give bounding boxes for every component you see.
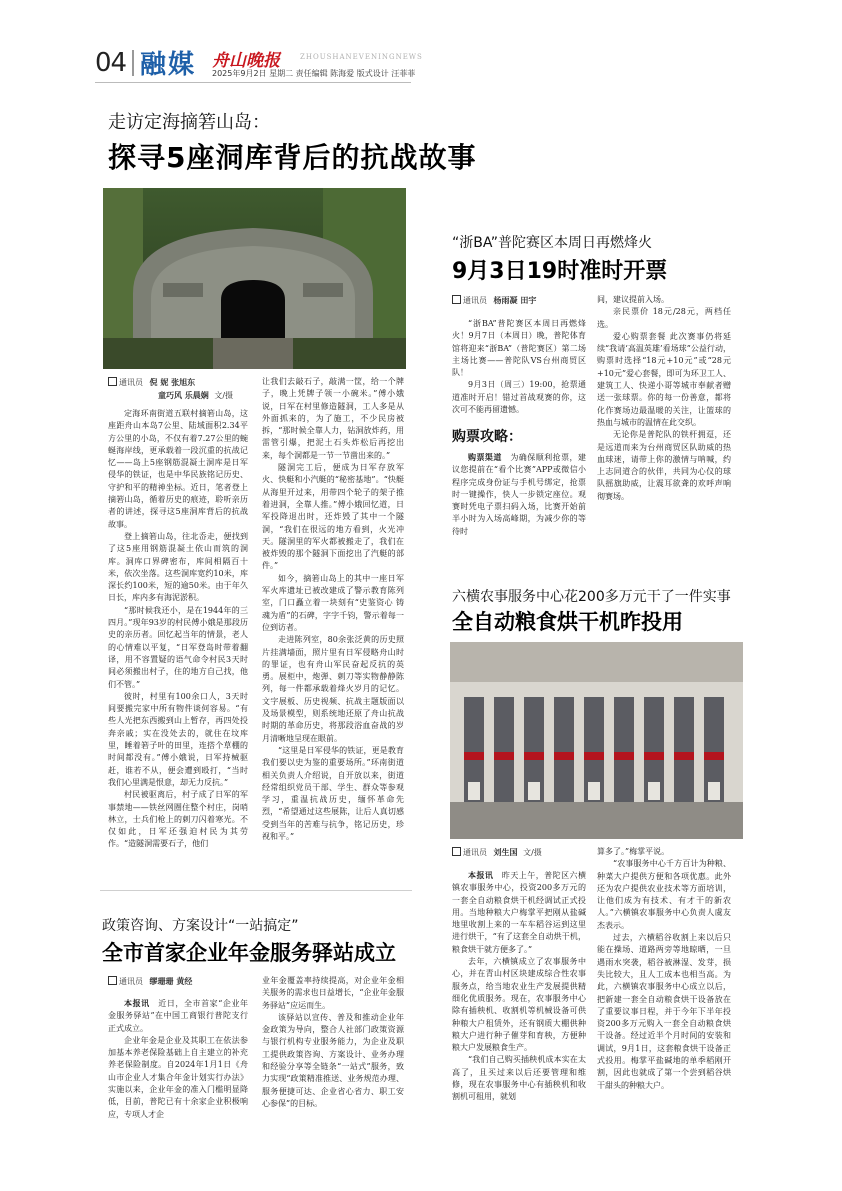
main-byline [108,376,258,402]
grain-dryer-image [450,642,743,839]
square-bullet-icon [452,847,461,856]
paragraph: “那时候我还小，是在1944年的三四月。”现年93岁的村民傅小娥是那段历史的亲历者。回忆起当年的情景，老人的心情难以平复，“日军登岛时带着翻译，用不容置疑的语气命令村民3天时间必须搬出村子，住的地方自己找，他们不管。” [108,605,248,689]
header-rule [95,82,411,83]
paragraph: 为确保顺利抢票，建议您提前在“看个比赛”APP或微信小程序完成身份证与手机号绑定，抢票时一键操作，快人一步锁定座位。观赛时凭电子票扫码入场，比赛开始前半小时为入场高峰期，为减少你的等待时 [452,453,587,536]
grain-byline [452,846,542,859]
paragraph: 村民被驱离后，村子成了日军的军事禁地——铁丝网圈住整个村庄，岗哨林立，士兵们枪上的刺刀闪着寒光。不仅如此，日军还强迫村民为其劳作。“造隧洞需要石子，他们 [108,790,248,849]
ba-kicker: “浙BA”普陀赛区本周日再燃烽火 [452,235,652,251]
paragraph: 隧洞完工后，便成为日军存放军火、快艇和小汽艇的“秘密基地”。“快艇从海里开过来，用带四个轮子的架子推着进洞，全靠人推。”傅小娥回忆道，日军投降退出时，还炸毁了其中一个隧洞，“我们在很远的地方看到，火光冲天。隧洞里的军火都被搬走了，我们在被炸毁的那个隧洞下面挖出了汽艇的部件。” [262,463,404,571]
paragraph: 去年，六横镇成立了农事服务中心，并在青山村区块建成综合性农事服务点，给当地农业生产发展提供精细化优质服务。现在，农事服务中心除有插秧机、收割机等机械设备可供种粮大户租赁外，还有钢质大棚供种粮大户进行种子催芽和育秧，方便种粮大户发展粮食生产。 [452,957,586,1053]
annuity-col-1 [108,998,248,1121]
annuity-col-2 [262,975,404,1110]
paragraph: “浙BA”普陀赛区本周日再燃烽火！9月7日（本周日）晚，普陀体育馆将迎来“浙BA”（普陀赛区）第二场主场比赛——普陀队VS台州商贸区队！ [452,319,586,378]
paragraph: 爱心购票套餐 此次赛事仍将延续“我请‘高温英雄’看场球”公益行动，购票时选择“18元+10元”或“28元+10元”爱心套餐，即可为环卫工人、建筑工人、快递小哥等城市奉献者赠送一张球票。你的每一份善意，都将化作赛场边最温暖的关注，让篮球的热血与城市的温情在此交织。 [597,331,731,427]
header-date-line: 2025年9月2日 星期二 责任编辑 陈海爱 版式设计 汪菲菲 [212,69,416,78]
paragraph: 登上摘箬山岛，往北岙走，便找到了这5座用钢筋混凝土依山而筑的洞库。洞库口界碑密布，库间相隔百十米，依次坐落。这些洞库宽约10米，库深长约100米，短的逾50米。由于年久日长，库内多有海泥淤积。 [108,531,248,603]
paragraph: 9月3日（周三）19:00，抢票通道准时开启！错过首战观赛的你，这次可不能再留遗憾。 [452,380,586,415]
byline-label: 通讯员 [463,848,487,857]
paragraph: 让我们去敲石子，敲满一筐，给一个牌子，晚上凭牌子领一小碗米。”傅小娥说，日军在村里修造隧洞，工人多是从外面抓来的，为了施工，不少民房被拆，“那时候全靠人力，钻洞放炸药，用雷管引爆，把泥土石头炸松后再挖出来，每个洞都是一节一节凿出来的。” [262,377,404,460]
main-headline: 探寻5座洞库背后的抗战故事 [108,141,477,174]
grain-kicker: 六横农事服务中心花200多万元干了一件实事 [452,589,731,605]
byline-label: 通讯员 [463,296,487,305]
paragraph: 亲民票价 18元/28元，两档任选。 [597,307,731,329]
paragraph: 走进陈列室，80余张泛黄的历史照片挂满墙面，照片里有日军侵略舟山时的罪证，也有舟山军民奋起反抗的英勇。展柜中，炮弹、刺刀等实物静静陈列，每一件都承载着烽火岁月的记忆。文字展板、历史视频、抗战主题版面以及场景模型，则系统地还原了舟山抗战时期的革命历史，将那段浴血奋战的岁月清晰地呈现在眼前。 [262,635,404,743]
annuity-kicker: 政策咨询、方案设计“一站搞定” [102,918,299,934]
byline-names: 倪 妮 张旭东 [149,378,196,387]
paragraph: 过去，六横稻谷收割上来以后只能在操场、道路两旁等地晾晒，一旦遇雨水突袭，稻谷被淋湿、发芽，损失比较大，且人工成本也相当高。为此，六横镇农事服务中心成立以后，把新建一套全自动粮食烘干设备放在了重要议事日程，并于今年下半年投资200多万元购入一套全自动粮食烘干设备。经过近半个月时间的安装和调试，9月1日，这套粮食烘干设备正式投用。梅掌平盐碱地的单季稻刚开割，因此也就成了第一个尝到稻谷烘干甜头的种粮大户。 [597,933,731,1090]
square-bullet-icon [108,976,117,985]
byline-suffix: 文/摄 [523,848,542,857]
section-divider [100,890,412,891]
paragraph: 企业年金是企业及其职工在依法参加基本养老保险基础上自主建立的补充养老保险制度。自2024年1月1日《舟山市企业人才集合年金计划实行办法》实施以来，企业年金的准入门槛明显降低，目前，普陀已有十余家企业积极响应，专项人才企 [108,1035,248,1119]
annuity-byline [108,975,192,988]
paragraph: 定海环南街道五联村摘箬山岛，这座距舟山本岛7公里、陆域面积2.34平方公里的小岛，不仅有着7.27公里的蜿蜒海岸线，更承载着一段沉重的抗战记忆——岛上5座钢筋混凝土洞库是日军侵华的铁证，也是中华民族铭记历史、守护和平的精神坐标。近日，笔者登上摘箬山岛，循着历史的痕迹，聆听亲历者的讲述，探寻这5座洞库背后的抗战故事。 [108,409,248,529]
byline-names: 缪珊珊 黄经 [149,977,193,986]
main-col-1 [108,408,248,851]
paragraph: 业年金覆盖率持续提高，对企业年金相关服务的需求也日益增长，“企业年金服务驿站”应运而生。 [262,976,404,1010]
lead-label: 购票渠道 [468,453,502,462]
paragraph: 该驿站以宣传、普及和推动企业年金政策为导向，整合人社部门政策资源与银行机构专业服务能力，为企业及职工提供政策咨询、方案设计、业务办理和经验分享等全链条“一站式”服务，致力实现“政策精准推送、业务规范办理、服务便捷可达、企业省心省力、职工安心参保”的目标。 [262,1012,404,1108]
grain-col-1 [452,870,586,1104]
byline-label: 通讯员 [119,378,143,387]
byline-names: 杨雨凝 田宇 [493,296,537,305]
newspaper-pinyin: ZHOUSHANEVENINGNEWS [300,53,423,61]
bunker-photo [103,188,406,369]
paragraph: 昨天上午，普陀区六横镇农事服务中心，投资200多万元的一套全自动粮食烘干机经调试正式投用。当地种粮大户梅掌平把刚从盐碱地里收割上来的一车车稻谷运到这里进行烘干，“有了这套全自动烘干机，粮食烘干就方便多了。” [452,871,587,954]
newspaper-logo: 舟山晚报 [212,51,280,71]
paragraph: 近日，全市首家“企业年金服务驿站”在中国工商银行普陀支行正式成立。 [108,999,249,1033]
paragraph: “我们自己购买插秧机成本实在太高了，且买过来以后还要管理和维修，现在农事服务中心有插秧机和收割机可租用，就划 [452,1055,586,1102]
section-title: 融媒 [140,50,197,80]
paragraph: 彼时，村里有100余口人，3天时间要搬完家中所有物件谈何容易。“有些人光把东西搬到山上暂存，再四处投奔亲戚；实在没处去的，就住在坟库里，睡着箬子叶的田里，连搭个草棚的时间都没有。”傅小娥说，日军持械驱赶，谁若不从，便会遭到殴打，“当时我们心里满是恨意，却无力反抗。” [108,691,248,787]
paragraph: 如今，摘箬山岛上的其中一座日军军火库遗址已被改建成了警示教育陈列室，门口矗立着一块刻有“史鉴资心 铸魂为盾”的石碑，字字千钧，警示着每一位到访者。 [262,573,404,632]
ba-col-2 [597,294,731,503]
byline-names-2: 童巧风 乐晨娴 [158,391,209,400]
bunker-photo-image [103,188,406,369]
lead-label: 本报讯 [468,871,494,880]
byline-suffix: 文/摄 [214,391,234,400]
byline-names: 刘生国 [493,848,518,857]
ba-col-1-bottom [452,452,586,538]
byline-label: 通讯员 [119,977,143,986]
paragraph: “这里是日军侵华的铁证，更是教育我们要以史为鉴的重要场所。”环南街道相关负责人介绍说，自开放以来，街道经常组织党员干部、学生、群众等参观学习，重温抗战历史，缅怀革命先烈，“希望通过这些展陈，让后人真切感受到当年的苦难与抗争，铭记历史，珍视和平。” [262,745,404,841]
grain-col-2 [597,846,731,1092]
grain-dryer-photo [450,642,743,839]
grain-headline: 全自动粮食烘干机昨投用 [452,610,683,634]
lead-label: 本报讯 [124,999,150,1008]
paragraph: “农事服务中心千方百计为种粮、种菜大户提供方便和各项优惠。此外还为农户提供农业技术等方面培训，让他们成为有技术、有才干的新农人。”六横镇农事服务中心负责人虞友杰表示。 [597,859,731,930]
paragraph: 算多了。”梅掌平说。 [597,847,670,856]
header-divider [132,50,134,76]
ba-byline [452,294,536,307]
ba-headline: 9月3日19时准时开票 [452,259,668,284]
paragraph: 间，建议提前入场。 [597,295,669,304]
annuity-headline: 全市首家企业年金服务驿站成立 [102,941,396,965]
square-bullet-icon [452,295,461,304]
square-bullet-icon [108,377,117,386]
main-col-2 [262,376,404,843]
main-kicker: 走访定海摘箬山岛： [108,112,270,133]
ba-col-1 [452,318,586,416]
page-number: 04 [95,48,127,78]
paragraph: 无论你是普陀队的铁杆拥趸，还是远道而来为台州商贸区队助威的热血球迷，请带上你的激情与呐喊，约上志同道合的伙伴，共同为心仪的球队摇旗助威，让震耳欲聋的欢呼声响彻赛场。 [597,430,731,501]
ba-subhead: 购票攻略： [452,429,522,445]
